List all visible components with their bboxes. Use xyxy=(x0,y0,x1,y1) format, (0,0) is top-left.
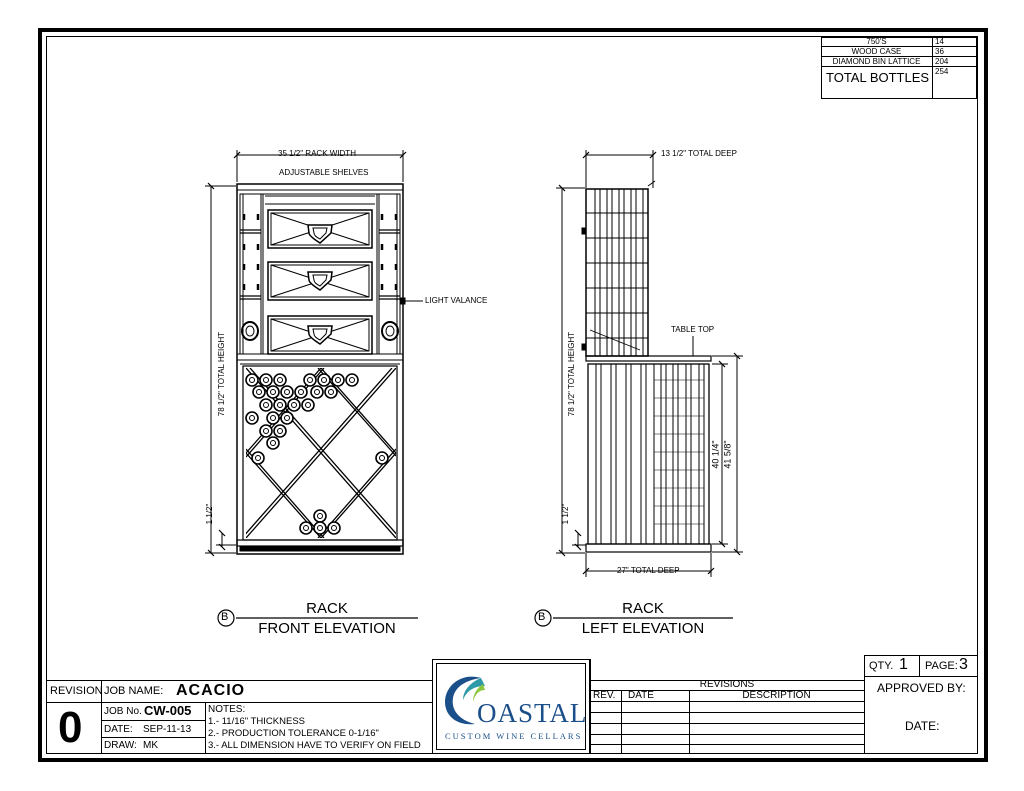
rev-column-header: REV. xyxy=(593,690,616,701)
side-height-dimension: 78 1/2" TOTAL HEIGHT xyxy=(567,331,576,417)
logo-tagline: CUSTOM WINE CELLARS xyxy=(445,731,583,741)
job-name: ACACIO xyxy=(176,682,246,699)
approved-by-label: APPROVED BY: xyxy=(877,681,966,695)
note-item: 2.- PRODUCTION TOLERANCE 0-1/16" xyxy=(208,728,379,739)
revisions-label: REVISIONS xyxy=(699,679,755,690)
logo-word: OASTAL xyxy=(477,698,588,728)
front-base-dimension: 1 1/2" xyxy=(205,503,214,525)
front-title-line1: RACK xyxy=(306,600,348,617)
approved-date-label: DATE: xyxy=(905,719,940,733)
job-number: CW-005 xyxy=(144,703,192,718)
side-detail-bubble: B xyxy=(538,611,546,623)
side-top-depth-dimension: 13 1/2" TOTAL DEEP xyxy=(661,149,737,158)
total-bottles-value: 254 xyxy=(935,67,949,76)
qty-label: QTY. xyxy=(869,660,894,672)
job-number-label: JOB No. xyxy=(104,706,142,717)
note-item: 3.- ALL DIMENSION HAVE TO VERIFY ON FIELD xyxy=(208,740,421,751)
company-logo xyxy=(432,659,590,754)
front-title-line2: FRONT ELEVATION xyxy=(258,620,396,637)
bottle-row-value: 36 xyxy=(935,47,944,56)
revision-number: 0 xyxy=(58,703,83,752)
job-name-label: JOB NAME: xyxy=(104,685,164,697)
revision-label: REVISION xyxy=(50,685,103,697)
note-item: 1.- 11/16" THICKNESS xyxy=(208,716,306,727)
date-label: DATE: xyxy=(104,724,133,735)
description-column-header: DESCRIPTION xyxy=(742,690,811,701)
draw-value: MK xyxy=(143,740,158,751)
bottle-row-value: 14 xyxy=(935,37,944,46)
side-title-line2: LEFT ELEVATION xyxy=(581,620,705,637)
light-valance-label: LIGHT VALANCE xyxy=(425,296,488,305)
front-detail-bubble: B xyxy=(221,611,229,623)
draw-label: DRAW: xyxy=(104,740,137,751)
bottle-row-label: WOOD CASE xyxy=(851,47,902,56)
bottle-row-label: 750'S xyxy=(866,37,887,46)
side-bottom-depth-dimension: 27" TOTAL DEEP xyxy=(617,566,680,575)
qty-value: 1 xyxy=(899,656,908,673)
date-value: SEP-11-13 xyxy=(143,724,192,735)
front-height-dimension: 78 1/2" TOTAL HEIGHT xyxy=(217,331,226,417)
front-elevation xyxy=(205,150,423,554)
notes-label: NOTES: xyxy=(208,704,246,715)
date-column-header: DATE xyxy=(628,690,654,701)
bottle-row-label: DIAMOND BIN LATTICE xyxy=(832,57,921,66)
side-dimension-b: 41 5/8" xyxy=(722,440,733,469)
side-title-line1: RACK xyxy=(622,600,664,617)
total-bottles-label: TOTAL BOTTLES xyxy=(826,70,930,85)
bottle-row-value: 204 xyxy=(935,57,949,66)
page-label: PAGE: xyxy=(925,660,958,672)
left-elevation xyxy=(556,150,743,577)
page-value: 3 xyxy=(959,656,968,673)
adjustable-shelves-label: ADJUSTABLE SHELVES xyxy=(279,168,369,177)
side-dimension-a: 40 1/4" xyxy=(710,440,721,469)
side-base-dimension: 1 1/2" xyxy=(561,503,570,525)
table-top-label: TABLE TOP xyxy=(671,325,715,334)
front-width-dimension: 35 1/2" RACK WIDTH xyxy=(278,149,356,158)
